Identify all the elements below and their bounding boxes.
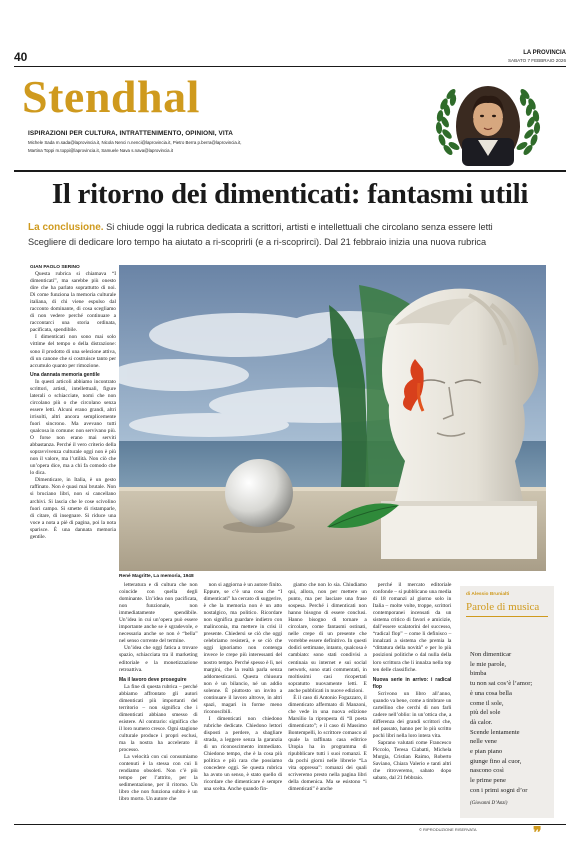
subheading: Nuova serie in arrivo: i radical flop — [372, 676, 452, 690]
stendhal-portrait — [432, 76, 544, 170]
paragraph: Questa rubrica si chiamava “I dimenticati”, ma sarebbe più onesto dire che ha parlato soprattutto di noi. Di come funziona la memoria culturale italiana, di chi viene espulso dal racconto dominante, di cosa scegliamo di non vedere perché continuare a raccontarci una storia ordinata, pacificata, spendibile. — [30, 271, 116, 334]
poem-line: nascono così — [470, 767, 504, 775]
poem-line: e pian piano — [470, 748, 503, 756]
header-rule — [14, 66, 566, 67]
subheading: Ma il lavoro deve proseguire — [119, 676, 187, 683]
editors-line: Martina Toppi m.toppi@laprovincia.it, Samuele Nava s.nava@laprovincia.it — [28, 148, 174, 153]
poem-line: le prime pene — [470, 777, 506, 785]
article-column — [373, 582, 452, 803]
paragraph: La fine di questa rubrica – perché abbiamo affrontato gli autori dimenticati più importanti del territorio – non significa che i dimenticati abbiano smesso di esistere. Al contrario: significa che il loro numero cresce. Ogni stagione culturale produce i propri esclusi, ma la nostra ha accelerato il processo. — [119, 683, 198, 754]
article-column-left — [30, 271, 116, 541]
footer-rule — [14, 824, 566, 825]
sidebar-title: Parole di musica — [466, 601, 540, 613]
paragraph: perché il mercato editoriale confonde – si pubblicano una media di 18 romanzi al giorno solo in Italia – molte volte, troppe, scrittori contemporanei incensati da un sistema critico di favori e amicizie, dall’essere scalatorini del successo, “radical flop” – come li definisco – innalzati a sistema che premia la “dittatura della novità” e per lo più posizioni politiche o dal nulla della loro scrittura che li innalza nella top ten delle classifiche. — [372, 582, 452, 673]
sidebar-rule — [466, 616, 548, 617]
poem-line: è una cosa bella — [470, 689, 512, 697]
paragraph: La velocità con cui consumiamo contenuti è la stessa con cui li rendiamo obsoleti. Non c’è più tempo per l’attrito, per la sedimentazione, per il ritorno. Un libro che non funziona subito è un libro morto. Un autore che — [119, 754, 198, 803]
article-column — [288, 582, 367, 803]
poem-line: con i primi sogni d’or — [470, 786, 528, 794]
article-byline: GIAN PAOLO SERINO — [30, 265, 80, 270]
paragraph: letteratura e di cultura che non coincide con quella degli dominante. Un’idea non pacificata, non funzionale, non immediatamente spendibile. Un’idea in cui un’opera può essere importante anche se è sgradevole, e necessaria anche se non è “bella” nel senso corrente del termine. — [119, 582, 198, 645]
article-column — [204, 582, 283, 803]
paragraph: In questi articoli abbiamo incontrato scrittori, artisti, intellettuali, figure laterali o schiacciate, nomi che non circolano più o che circolano senza essere letti. Alcuni erano grandi, altri irrisolti, altri ancora semplicemente fuori sincrono. Ma avevano tutti qualcosa in comune: non servivano più. O forse non erano mai serviti abbastanza. Perché il vero criterio della sopravvivenza culturale oggi non è più non il valore, ma l’utilità. Non ciò che un’opera dice, ma a chi fa comodo che lo dica. — [30, 378, 116, 477]
quote-mark-icon: ❞ — [533, 825, 542, 842]
paragraph: I dimenticati non sono mai solo vittime del tempo o della distrazione: sono il prodotto di una selezione attiva, di un canone che si costruisce tanto per accumulo quanto per rimozione. — [30, 334, 116, 369]
paragraph: I dimenticati non chiedono rubriche dedicate. Chiedono lettori disposti a perdere, a sbagliare strada, a leggere senza la garanzia di un riconoscimento immediato. Chiedono tempo, che è la cosa più politica e più rara che possiamo concedere oggi. Se questa rubrica ha avuto un senso, è stato quello di ricordare che dimenticare è sempre una scelta. Anche quando fin- — [203, 715, 283, 793]
poem-line: Scende lentamente — [470, 728, 520, 736]
poem-line: bimba — [470, 670, 487, 678]
poem-line: tu non sai cos’è l’amor; — [470, 680, 533, 688]
sidebar-byline: di Alessio Brunialti — [466, 592, 510, 597]
poem-line: Non dimenticar — [470, 651, 512, 658]
article-headline: Il ritorno dei dimenticati: fantasmi utili — [51, 178, 529, 210]
paragraph: Saprano valutati come Francesco Piccolo, Teresa Ciabatti, Michela Murgia, Cristian Raimo, Roberto Saviano, Chiara Valerio e tanti altri che ritroveremo, sabato dopo sabato, dal 21 febbraio. — [372, 740, 452, 782]
poem-line: nelle vene — [470, 738, 497, 746]
poem-line: più del sole — [470, 709, 501, 717]
image-caption: René Magritte, La memoria, 1948 — [119, 574, 194, 579]
section-subtitle: ISPIRAZIONI PER CULTURA, INTRATTENIMENTO, OPINIONI, VITA — [28, 130, 234, 137]
paragraph: non si aggiorna è un autore finito. Eppure, se c’è una cosa che “I dimenticati” ha cercato di suggerire, è che la memoria non è un atto nostalgico, ma politico. Ricordare non significa guardare indietro con malinconia, ma mettere in crisi il presente. Chiedersi se ciò che oggi celebriamo resisterà, e se ciò che oggi ignoriamo non contenga invece le crepe più interessanti del nostro tempo. Perché spesso è lì, nei margini, che la realtà parla senza addomesticarsi. Questa chiusura non è un bilancio, né un addio solenne. È piuttosto un invito a continuare il lavoro altrove, in altri spazi, magari in forme meno riconoscibili. — [203, 582, 283, 715]
article-image — [119, 265, 546, 571]
article-lede — [28, 220, 548, 250]
paragraph: Un’idea che oggi fatica a trovare spazio, schiacciata tra il marketing editoriale e la monetizzazione retroattiva. — [119, 645, 198, 673]
poem-lyrics — [470, 650, 554, 796]
lede-line — [28, 220, 548, 235]
section-rule — [14, 170, 566, 172]
poem-line: dà calor. — [470, 718, 493, 726]
article-column — [119, 582, 198, 803]
poem-line: le mie parole, — [470, 660, 507, 668]
lede-line: Scegliere di dedicare loro tempo ha aiutato a ri-scoprirli (e a ri-scoprirci). Dal 21 febbraio inizia una nuova rubrica — [28, 237, 487, 247]
section-title: Stendhal — [22, 71, 200, 122]
editors-line: Michele Sada m.sada@laprovincia.it, Nicola Nenci n.nenci@laprovincia.it, Pietro Berra p.berra@laprovincia.it, — [28, 140, 242, 145]
paragraph: Dimenticare, in Italia, è un gesto raffinato. Non è quasi mai brutale. Non si bruciano libri, non si cancellano archivi. Si lascia che le cose scivolino fuori campo. Si smette di ristamparle, di citare, di insegnare. Si riduce una voce a nota a piè di pagina, poi la nota sparisce. È una dannata memoria gentile. — [30, 477, 116, 540]
paragraph: giamo che non lo sia. Chiudiamo qui, allora, non per mettere un punto, ma per lasciare una frase sospesa. Perché i dimenticati non hanno bisogno di essere conclusi. Hanno bisogno di tornare a circolare, come fantasmi ostinati, nelle crepe di un presente che vorrebbe essere definitivo. In questi dodici settimane, intanto, qualcosa è cambiato: sono stati condivisi a centinaia su internet e sui social network, sono stati commentati, in moltissimi casi ricopertati sopratutto nuovamente letti. E anche pubblicati in nuove edizioni. — [288, 582, 367, 694]
lede-text: Si chiude oggi la rubrica dedicata a scrittori, artisti e intellettuali che circolano senza essere letti — [103, 222, 493, 232]
lede-kicker: La conclusione. — [28, 222, 104, 233]
poem-line: giunge fino al cuor, — [470, 757, 522, 765]
poem-line: come il sole, — [470, 699, 504, 707]
newspaper-name: LA PROVINCIA — [523, 50, 566, 56]
section-editors — [28, 139, 418, 155]
page-number: 40 — [14, 50, 28, 64]
subheading: Una dannata memoria gentile — [30, 371, 100, 378]
poem-author: (Giovanni D’Anzi) — [470, 801, 508, 806]
copyright-note: © RIPRODUZIONE RISERVATA — [419, 827, 477, 832]
paragraph: Scrivono un libro all’anno, quando va bene, come a timbrare un cartellino che cerchi di non farli cadere nell’oblio: in un’ottica che, a differenza dei grandi scrittori che, nel passato, hanno per lo più scritto pochi libri nella loro intera vita. — [372, 690, 452, 739]
paragraph: È il caso di Antonio Fogazzaro, il dimenticato affermato di Manzoni, che vede in una nuova edizione Marsilio la ripropesta di “Il poeta dimenticato”; e il caso di Massimo Bontempelli, lo scrittore comasco al quale la raffinata casa editrice Utopia ha in programma di ripubblicare tutti i suoi romanzi. E da pochi giorni nelle librerie “La vita oppressa”: romanzi dei quali scriveremo presto nella pagina libri della domenica. Ma se esistono “i dimenticati” è anche — [288, 694, 367, 793]
publication-date: SABATO 7 FEBBRAIO 2026 — [507, 58, 566, 63]
